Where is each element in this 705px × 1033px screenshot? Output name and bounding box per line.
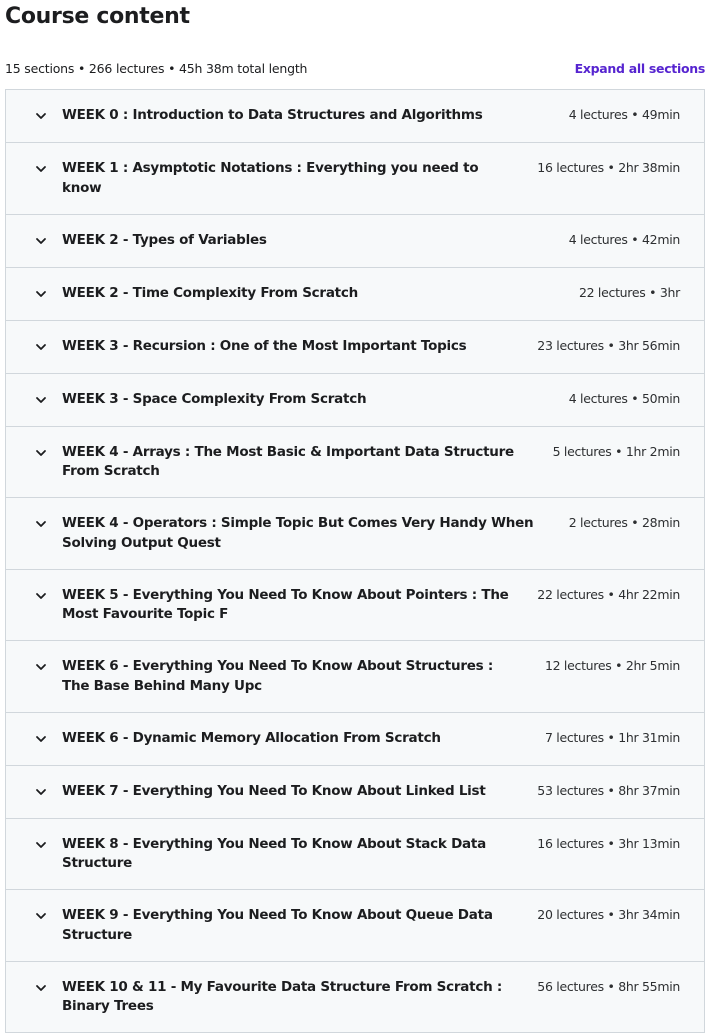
section-title: WEEK 6 - Dynamic Memory Allocation From Scratch — [62, 729, 554, 749]
section-title: WEEK 6 - Everything You Need To Know About Structures : The Base Behind Many Upc — [62, 657, 522, 696]
section-item[interactable] — [6, 427, 704, 499]
section-meta: 20 lectures • 3hr 34min — [537, 907, 680, 922]
page-title: Course content — [5, 4, 190, 29]
section-item[interactable] — [6, 766, 704, 819]
section-title: WEEK 4 - Operators : Simple Topic But Comes Very Handy When Solving Output Quest — [62, 514, 554, 553]
section-item[interactable] — [6, 890, 704, 962]
section-meta: 23 lectures • 3hr 56min — [537, 338, 680, 353]
section-meta: 2 lectures • 28min — [569, 515, 680, 530]
section-item[interactable] — [6, 819, 704, 891]
section-meta: 22 lectures • 4hr 22min — [537, 587, 680, 602]
section-title: WEEK 0 : Introduction to Data Structures and Algorithms — [62, 106, 554, 126]
chevron-down-icon — [34, 785, 48, 799]
chevron-down-icon — [34, 589, 48, 603]
section-meta: 5 lectures • 1hr 2min — [553, 444, 680, 459]
section-item[interactable] — [6, 268, 704, 321]
section-title: WEEK 9 - Everything You Need To Know About Queue Data Structure — [62, 906, 517, 945]
section-title: WEEK 2 - Types of Variables — [62, 231, 554, 251]
chevron-down-icon — [34, 981, 48, 995]
chevron-down-icon — [34, 234, 48, 248]
section-meta: 16 lectures • 3hr 13min — [537, 836, 680, 851]
section-meta: 4 lectures • 49min — [569, 107, 680, 122]
course-summary-bar — [5, 61, 705, 79]
section-meta: 22 lectures • 3hr — [579, 285, 680, 300]
chevron-down-icon — [34, 340, 48, 354]
chevron-down-icon — [34, 732, 48, 746]
chevron-down-icon — [34, 162, 48, 176]
section-title: WEEK 3 - Space Complexity From Scratch — [62, 390, 554, 410]
section-title: WEEK 3 - Recursion : One of the Most Important Topics — [62, 337, 554, 357]
section-meta: 7 lectures • 1hr 31min — [545, 730, 680, 745]
chevron-down-icon — [34, 838, 48, 852]
section-title: WEEK 8 - Everything You Need To Know About Stack Data Structure — [62, 835, 512, 874]
section-list — [5, 89, 705, 1033]
section-item[interactable] — [6, 713, 704, 766]
section-item[interactable] — [6, 215, 704, 268]
section-title: WEEK 1 : Asymptotic Notations : Everything you need to know — [62, 159, 502, 198]
chevron-down-icon — [34, 109, 48, 123]
section-title: WEEK 7 - Everything You Need To Know About Linked List — [62, 782, 554, 802]
chevron-down-icon — [34, 660, 48, 674]
section-item[interactable] — [6, 570, 704, 642]
section-title: WEEK 4 - Arrays : The Most Basic & Important Data Structure From Scratch — [62, 443, 532, 482]
section-meta: 4 lectures • 42min — [569, 232, 680, 247]
chevron-down-icon — [34, 393, 48, 407]
section-meta: 12 lectures • 2hr 5min — [545, 658, 680, 673]
chevron-down-icon — [34, 909, 48, 923]
section-title: WEEK 2 - Time Complexity From Scratch — [62, 284, 554, 304]
section-item[interactable] — [6, 498, 704, 570]
section-meta: 16 lectures • 2hr 38min — [537, 160, 680, 175]
section-title: WEEK 10 & 11 - My Favourite Data Structure From Scratch : Binary Trees — [62, 978, 517, 1017]
section-item[interactable] — [6, 143, 704, 215]
section-item[interactable] — [6, 641, 704, 713]
section-item[interactable] — [6, 90, 704, 143]
expand-all-sections-button[interactable]: Expand all sections — [575, 61, 705, 76]
section-meta: 4 lectures • 50min — [569, 391, 680, 406]
section-item[interactable] — [6, 374, 704, 427]
section-title: WEEK 5 - Everything You Need To Know About Pointers : The Most Favourite Topic F — [62, 586, 532, 625]
chevron-down-icon — [34, 446, 48, 460]
section-meta: 56 lectures • 8hr 55min — [537, 979, 680, 994]
section-meta: 53 lectures • 8hr 37min — [537, 783, 680, 798]
chevron-down-icon — [34, 517, 48, 531]
chevron-down-icon — [34, 287, 48, 301]
course-summary: 15 sections • 266 lectures • 45h 38m total length — [5, 61, 307, 76]
section-item[interactable] — [6, 962, 704, 1033]
section-item[interactable] — [6, 321, 704, 374]
